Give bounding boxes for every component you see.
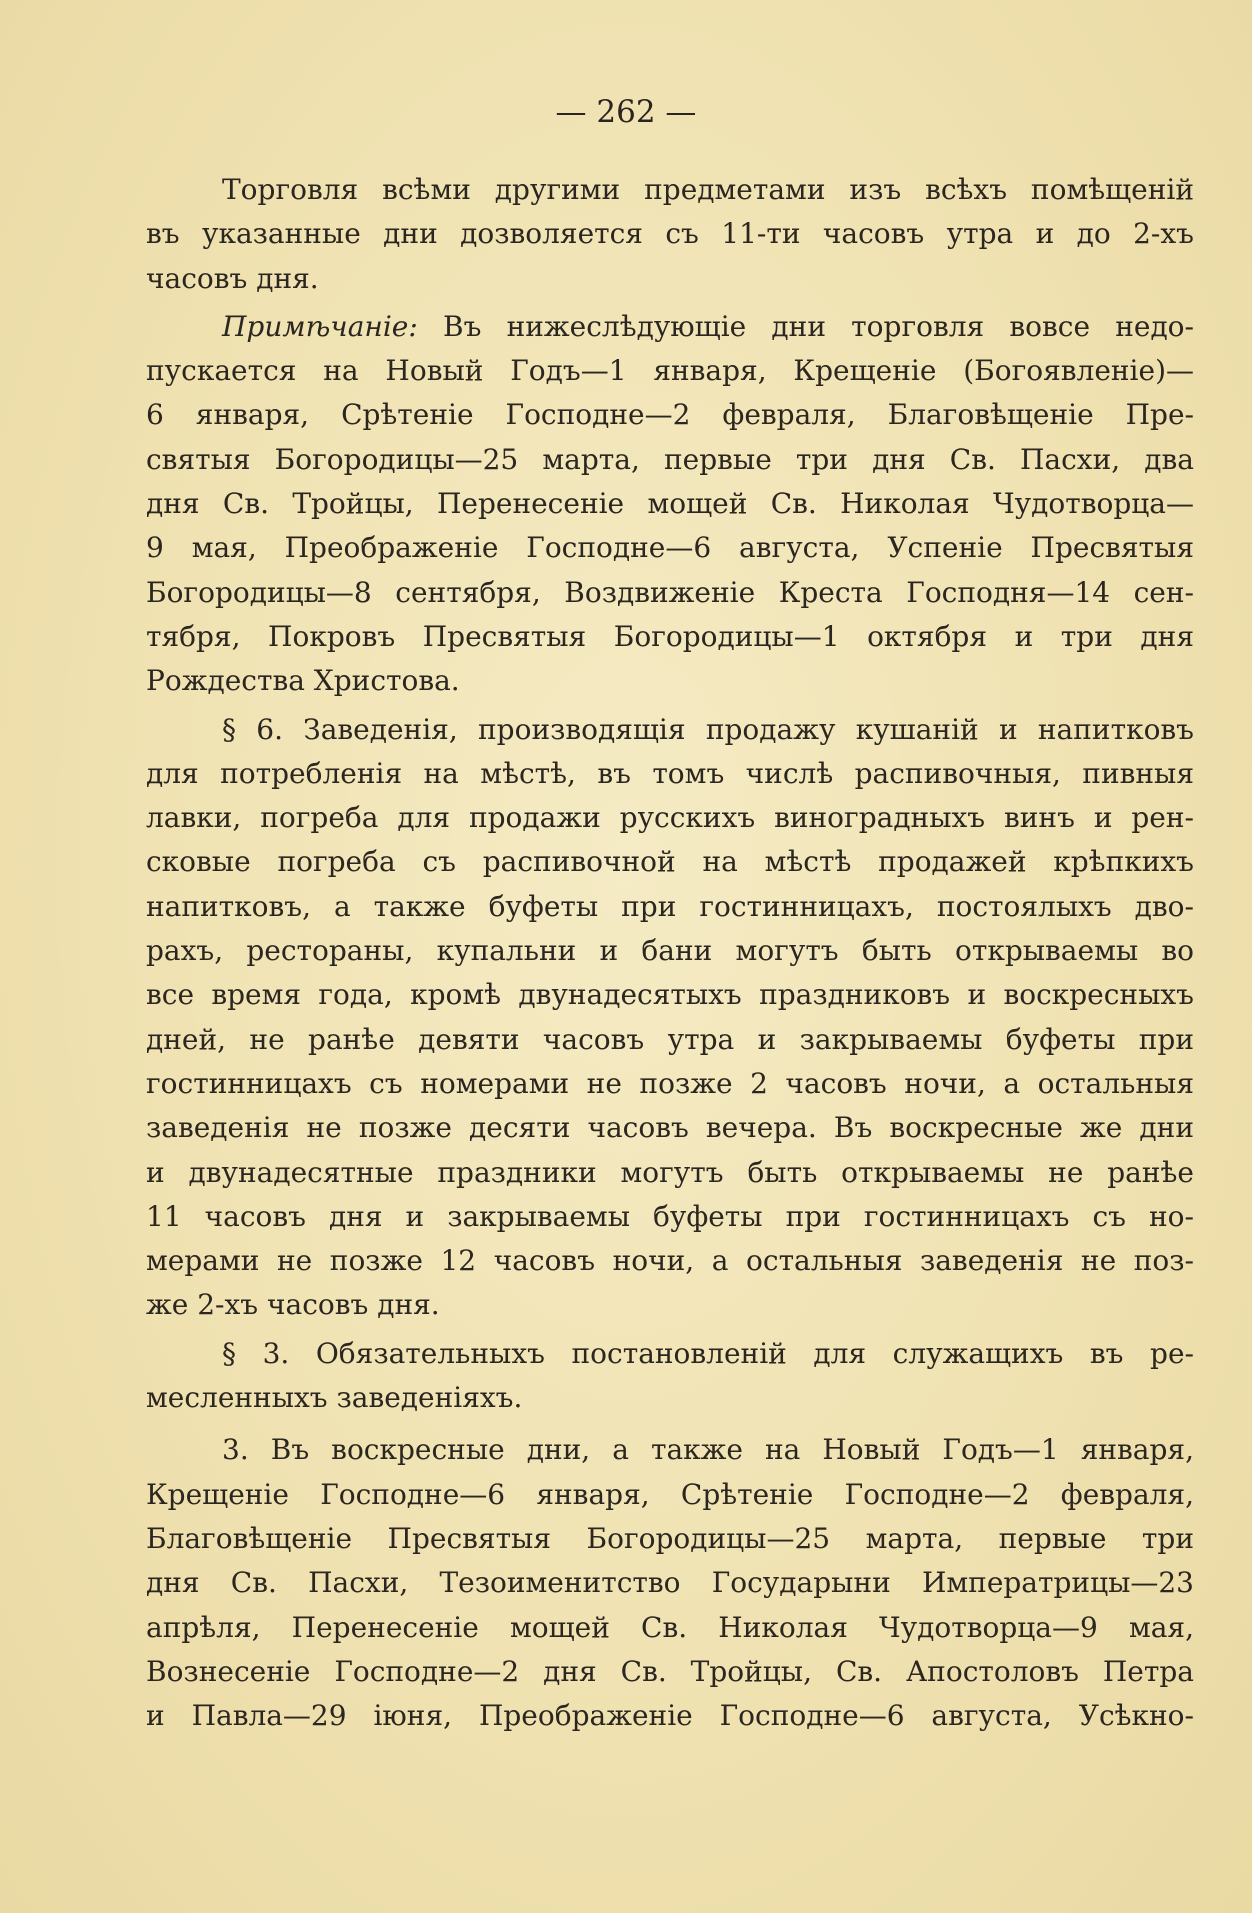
text-line: часовъ дня. — [146, 261, 319, 295]
body-text — [146, 168, 1194, 1738]
text-line: Крещеніе Господне—6 января, Срѣтеніе Господне—2 февраля, — [146, 1477, 1194, 1511]
paragraph — [146, 1428, 1194, 1738]
text-line — [146, 305, 1194, 349]
text-line: гостинницахъ съ номерами не позже 2 часовъ ночи, а остальныя — [146, 1066, 1194, 1100]
text-line: и двунадесятные праздники могутъ быть открываемы не ранѣе — [146, 1155, 1194, 1189]
text-line: 9 мая, Преображеніе Господне—6 августа, Успеніе Пресвятыя — [146, 531, 1194, 565]
text-line: Вознесеніе Господне—2 дня Св. Тройцы, Св. Апостоловъ Петра — [146, 1654, 1194, 1688]
text-line: для потребленія на мѣстѣ, въ томъ числѣ распивочныя, пивныя — [146, 756, 1194, 790]
section-heading — [146, 1332, 1194, 1421]
text-line: апрѣля, Перенесеніе мощей Св. Николая Чудотворца—9 мая, — [146, 1610, 1194, 1644]
text-line: же 2-хъ часовъ дня. — [146, 1288, 440, 1322]
text-line: все время года, кромѣ двунадесятыхъ праздниковъ и воскресныхъ — [146, 978, 1194, 1012]
text-line: рахъ, рестораны, купальни и бани могутъ быть открываемы во — [146, 934, 1194, 968]
text-line: Рождества Христова. — [146, 664, 460, 698]
paragraph — [146, 168, 1194, 301]
text-line: 3. Въ воскресные дни, а также на Новый Годъ—1 января, — [222, 1433, 1194, 1467]
text-line: сковые погреба съ распивочной на мѣстѣ продажей крѣпкихъ — [146, 845, 1194, 879]
text-line: § 6. Заведенія, производящія продажу кушаній и напитковъ — [222, 712, 1194, 746]
text-line: въ указанные дни дозволяется съ 11-ти часовъ утра и до 2-хъ — [146, 217, 1194, 251]
text-line: § 3. Обязательныхъ постановленій для служащихъ въ ре- — [222, 1336, 1194, 1370]
text-line: напитковъ, а также буфеты при гостинницахъ, постоялыхъ дво- — [146, 889, 1194, 923]
text-line: дней, не ранѣе девяти часовъ утра и закрываемы буфеты при — [146, 1022, 1194, 1056]
text-line: дня Св. Тройцы, Перенесеніе мощей Св. Николая Чудотворца— — [146, 487, 1194, 521]
text-line: Торговля всѣми другими предметами изъ всѣхъ помѣщеній — [222, 173, 1194, 206]
text-line: Богородицы—8 сентября, Воздвиженіе Креста Господня—14 сен- — [146, 575, 1194, 609]
text-line: тября, Покровъ Пресвятыя Богородицы—1 октября и три дня — [146, 619, 1194, 653]
text-line: и Павла—29 іюня, Преображеніе Господне—6 августа, Усѣкно- — [146, 1699, 1194, 1733]
text-line: святыя Богородицы—25 марта, первые три дня Св. Пасхи, два — [146, 442, 1194, 476]
note-label: Примѣчаніе: — [222, 309, 418, 343]
text-line: дня Св. Пасхи, Тезоименитство Государыни Императрицы—23 — [146, 1566, 1194, 1600]
text-line: лавки, погреба для продажи русскихъ виноградныхъ винъ и рен- — [146, 801, 1194, 835]
text-line: Благовѣщеніе Пресвятыя Богородицы—25 марта, первые три — [146, 1521, 1194, 1555]
text-fragment: Въ нижеслѣдующіе дни торговля вовсе недо- — [417, 309, 1194, 343]
note-paragraph — [146, 305, 1194, 704]
page-number: — 262 — — [555, 94, 697, 130]
text-line: мерами не позже 12 часовъ ночи, а остальныя заведенія не поз- — [146, 1244, 1194, 1278]
section-paragraph — [146, 708, 1194, 1328]
text-line: пускается на Новый Годъ—1 января, Крещеніе (Богоявленіе)— — [146, 354, 1194, 388]
text-line: заведенія не позже десяти часовъ вечера. Въ воскресные же дни — [146, 1111, 1194, 1145]
text-line: 6 января, Срѣтеніе Господне—2 февраля, Благовѣщеніе Пре- — [146, 398, 1194, 432]
text-line: 11 часовъ дня и закрываемы буфеты при гостинницахъ съ но- — [146, 1199, 1194, 1233]
text-line: месленныхъ заведеніяхъ. — [146, 1381, 523, 1415]
